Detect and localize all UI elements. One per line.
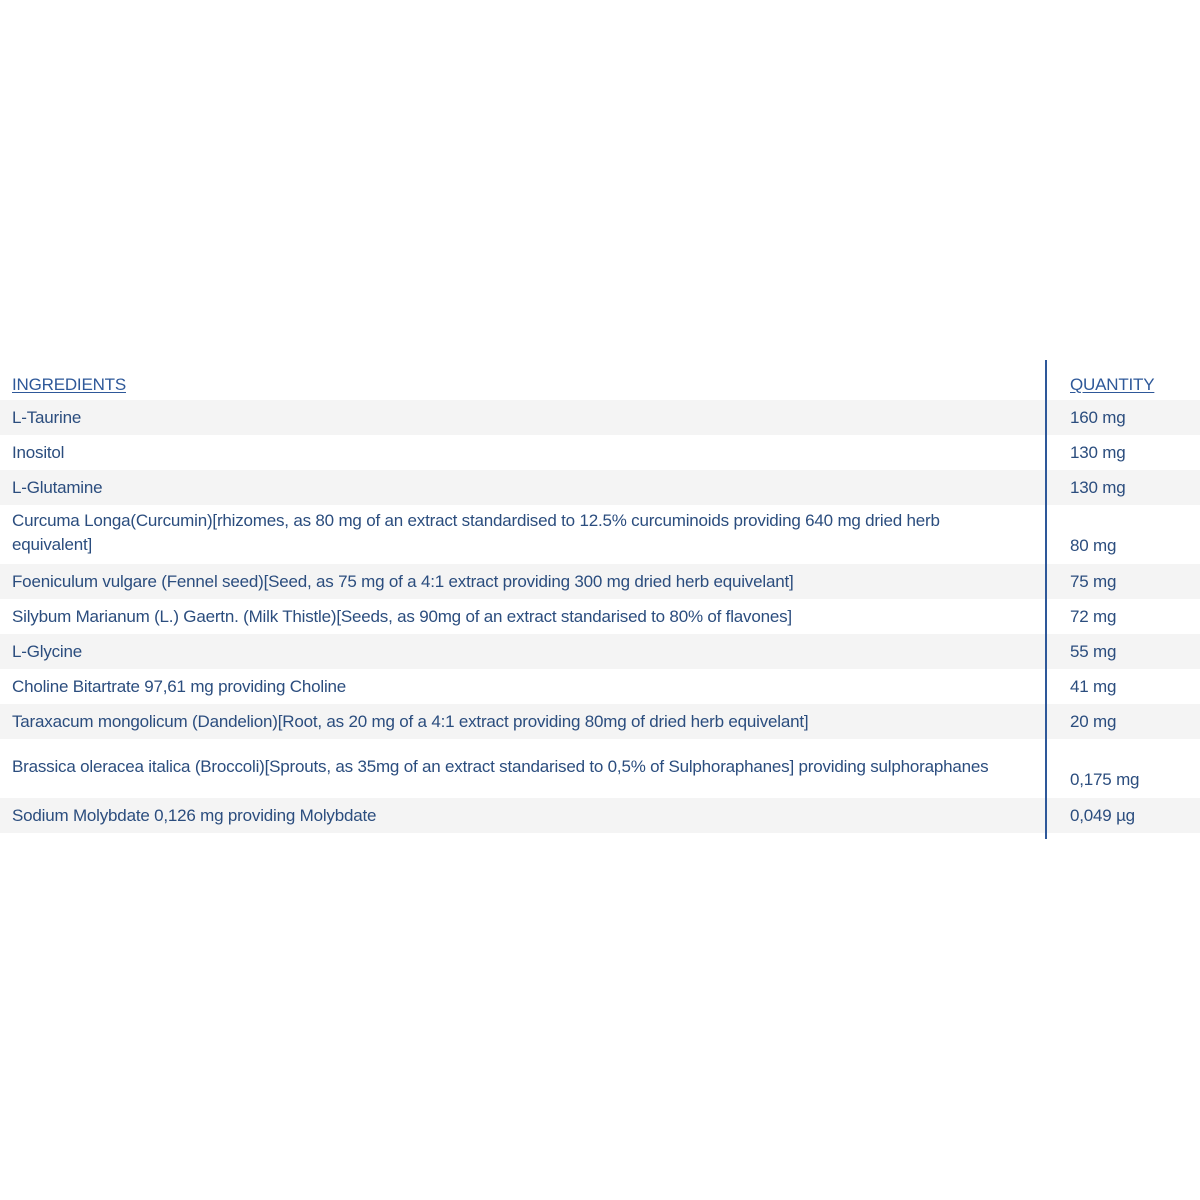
ingredient-quantity: 20 mg: [1070, 711, 1117, 731]
ingredient-quantity: 0,175 mg: [1070, 770, 1140, 789]
table-row: [0, 634, 1200, 669]
ingredient-quantity: 160 mg: [1070, 407, 1126, 427]
ingredient-name: Curcuma Longa(Curcumin)[rhizomes, as 80 mg of an extract standardised to 12.5% curcuminoids providing 640 mg dried herb equivalent]: [12, 510, 940, 554]
table-row: [0, 599, 1200, 634]
ingredient-name: Brassica oleracea italica (Broccoli)[Sprouts, as 35mg of an extract standarised to 0,5% of Sulphoraphanes] providing sulphoraphanes: [12, 756, 989, 776]
ingredient-quantity: 0,049 µg: [1070, 805, 1135, 825]
ingredient-quantity: 41 mg: [1070, 676, 1117, 696]
ingredients-column-header[interactable]: INGREDIENTS: [12, 375, 126, 394]
table-row: [0, 704, 1200, 739]
ingredient-name: L-Glutamine: [12, 477, 103, 497]
ingredient-name: Foeniculum vulgare (Fennel seed)[Seed, as 75 mg of a 4:1 extract providing 300 mg dried herb equivelant]: [12, 571, 794, 591]
ingredient-name: Inositol: [12, 442, 65, 462]
ingredient-quantity: 130 mg: [1070, 442, 1126, 462]
table-row: [0, 435, 1200, 470]
table-row: [0, 505, 1200, 564]
ingredient-name: L-Glycine: [12, 641, 83, 661]
table-row: [0, 470, 1200, 505]
table-header-row: [0, 360, 1200, 400]
ingredient-quantity: 80 mg: [1070, 536, 1117, 555]
ingredient-name: Sodium Molybdate 0,126 mg providing Molybdate: [12, 805, 377, 825]
ingredients-table: [0, 360, 1200, 833]
ingredient-name: Choline Bitartrate 97,61 mg providing Choline: [12, 676, 347, 696]
ingredient-quantity: 55 mg: [1070, 641, 1117, 661]
ingredient-quantity: 72 mg: [1070, 606, 1117, 626]
ingredient-name: Taraxacum mongolicum (Dandelion)[Root, as 20 mg of a 4:1 extract providing 80mg of dried herb equivelant]: [12, 711, 809, 731]
column-divider: [1045, 360, 1047, 839]
table-row: [0, 400, 1200, 435]
table-row: [0, 564, 1200, 599]
quantity-column-header[interactable]: QUANTITY: [1070, 375, 1155, 394]
ingredient-quantity: 75 mg: [1070, 571, 1117, 591]
table-row: [0, 739, 1200, 798]
ingredient-quantity: 130 mg: [1070, 477, 1126, 497]
ingredient-name: L-Taurine: [12, 407, 82, 427]
ingredient-name: Silybum Marianum (L.) Gaertn. (Milk Thistle)[Seeds, as 90mg of an extract standarised to 80% of flavones]: [12, 606, 792, 626]
table-row: [0, 798, 1200, 833]
table-row: [0, 669, 1200, 704]
